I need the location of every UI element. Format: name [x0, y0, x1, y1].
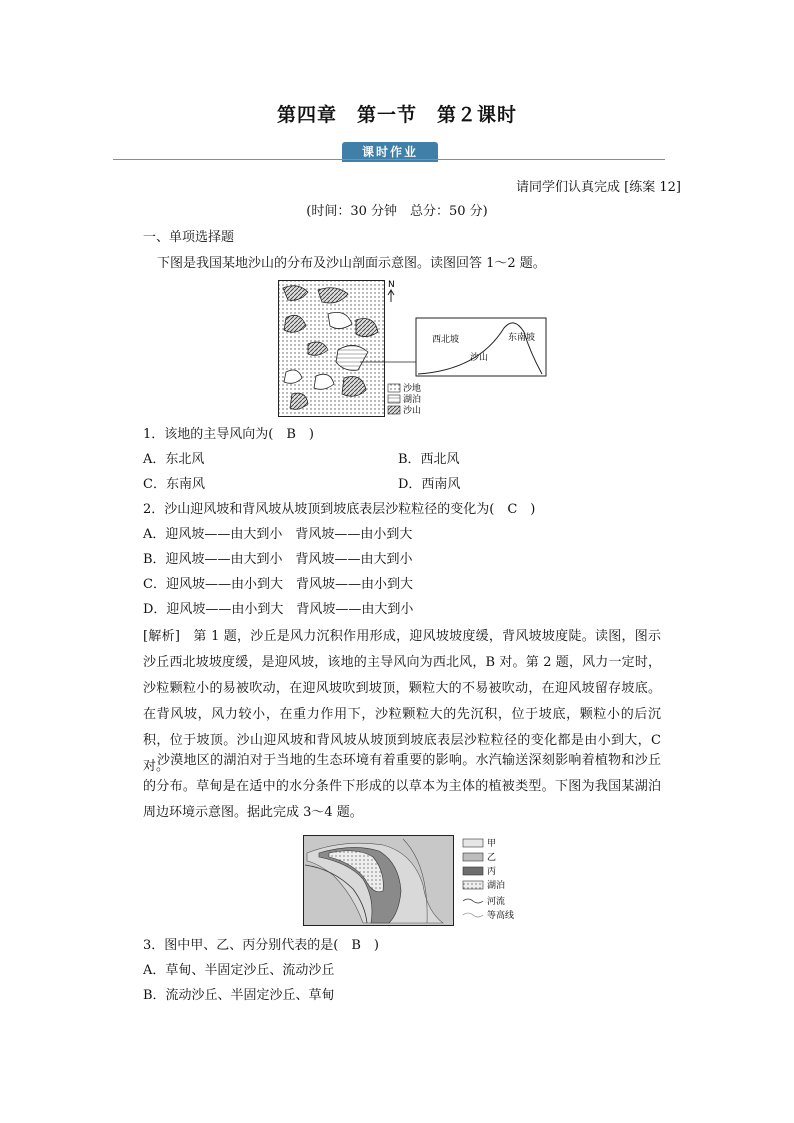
- question-1-option-a: A．东北风: [143, 452, 205, 467]
- question-3-option-a: A．草甸、半固定沙丘、流动沙丘: [143, 963, 335, 978]
- question-1-option-c: C．东南风: [143, 477, 205, 492]
- legend-swatch-yi: [463, 853, 483, 861]
- legend-contour-icon: [463, 913, 483, 917]
- question-1-option-d: D．西南风: [398, 477, 461, 492]
- legend-label-jia: 甲: [487, 839, 497, 849]
- legend-swatch-jia: [463, 839, 483, 847]
- question-2-option-c: C．迎风坡——由小到大 背风坡——由小到大: [143, 577, 413, 592]
- north-arrow-icon: [388, 290, 394, 302]
- header-divider: [113, 159, 665, 160]
- sand-mountain-diagram: [278, 280, 550, 420]
- question-2-option-b: B．迎风坡——由大到小 背风坡——由大到小: [143, 552, 413, 567]
- legend-label-yi: 乙: [487, 853, 497, 863]
- question-2-option-d: D．迎风坡——由小到大 背风坡——由大到小: [143, 602, 414, 617]
- north-label: N: [388, 280, 395, 290]
- legend-label-mountain: 沙山: [403, 406, 422, 416]
- intro-paragraph-1: 下图是我国某地沙山的分布及沙山剖面示意图。读图回答 1～2 题。: [157, 256, 546, 271]
- profile-southeast-slope-label: 东南坡: [508, 333, 536, 343]
- legend-swatch-sand: [388, 384, 400, 392]
- question-3-option-b: B．流动沙丘、半固定沙丘、草甸: [143, 988, 335, 1003]
- section-heading: 一、单项选择题: [143, 230, 235, 245]
- practice-prompt: 请同学们认真完成 [练案 12]: [516, 180, 681, 195]
- legend-label-sand: 沙地: [403, 384, 422, 394]
- legend-swatch-bing: [463, 867, 483, 875]
- legend-label-river: 河流: [487, 897, 506, 907]
- question-3-stem: 3．图中甲、乙、丙分别代表的是( B ): [143, 938, 379, 953]
- profile-northwest-slope-label: 西北坡: [432, 335, 460, 345]
- legend-label-contour: 等高线: [487, 911, 515, 921]
- question-2-option-a: A．迎风坡——由大到小 背风坡——由小到大: [143, 527, 413, 542]
- question-2-stem: 2．沙山迎风坡和背风坡从坡顶到坡底表层沙粒粒径的变化为( C ): [143, 502, 536, 517]
- legend-label-lake: 湖泊: [403, 395, 422, 405]
- homework-badge: 课时作业: [342, 142, 438, 162]
- page-title: 第四章 第一节 第２课时: [276, 104, 517, 126]
- lake-environment-diagram: [303, 835, 525, 927]
- figure-lake-environment: [303, 835, 525, 931]
- legend-label-bing: 丙: [487, 867, 497, 877]
- legend-label-lake: 湖泊: [487, 881, 506, 891]
- question-1-option-b: B．西北风: [398, 452, 460, 467]
- figure-sand-mountain: [278, 280, 550, 424]
- legend-swatch-mountain: [388, 406, 400, 414]
- legend-swatch-lake: [388, 395, 400, 403]
- time-info: (时间：30 分钟 总分：50 分): [306, 204, 488, 219]
- analysis-paragraph: [解析] 第 1 题，沙丘是风力沉积作用形成，迎风坡坡度缓，背风坡坡度陡。读图，图示沙丘西北坡坡度缓，是迎风坡，该地的主导风向为西北风，B 对。第 2 题，风力一定时，沙粒颗粒小的易被吹动，在迎风坡吹到坡顶，颗粒大的不易被吹动，在迎风坡留存坡底。在背风坡，风力较小，在重力作用下，沙粒颗粒大的先沉积，位于坡底，颗粒小的后沉积，位于坡顶。沙山迎风坡和背风坡从坡顶到坡底表层沙粒粒径的变化都是由小到大，C 对。: [143, 629, 661, 774]
- question-1-stem: 1．该地的主导风向为( B ): [143, 427, 314, 442]
- legend-river-icon: [463, 899, 483, 903]
- legend-swatch-lake: [463, 881, 483, 889]
- intro-paragraph-2: 沙漠地区的湖泊对于当地的生态环境有着重要的影响。水汽输送深刻影响着植物和沙丘的分布。草甸是在适中的水分条件下形成的以草本为主体的植被类型。下图为我国某湖泊周边环境示意图。据此完成 3～4 题。: [143, 753, 661, 820]
- profile-sand-mountain-label: 沙山: [470, 353, 489, 363]
